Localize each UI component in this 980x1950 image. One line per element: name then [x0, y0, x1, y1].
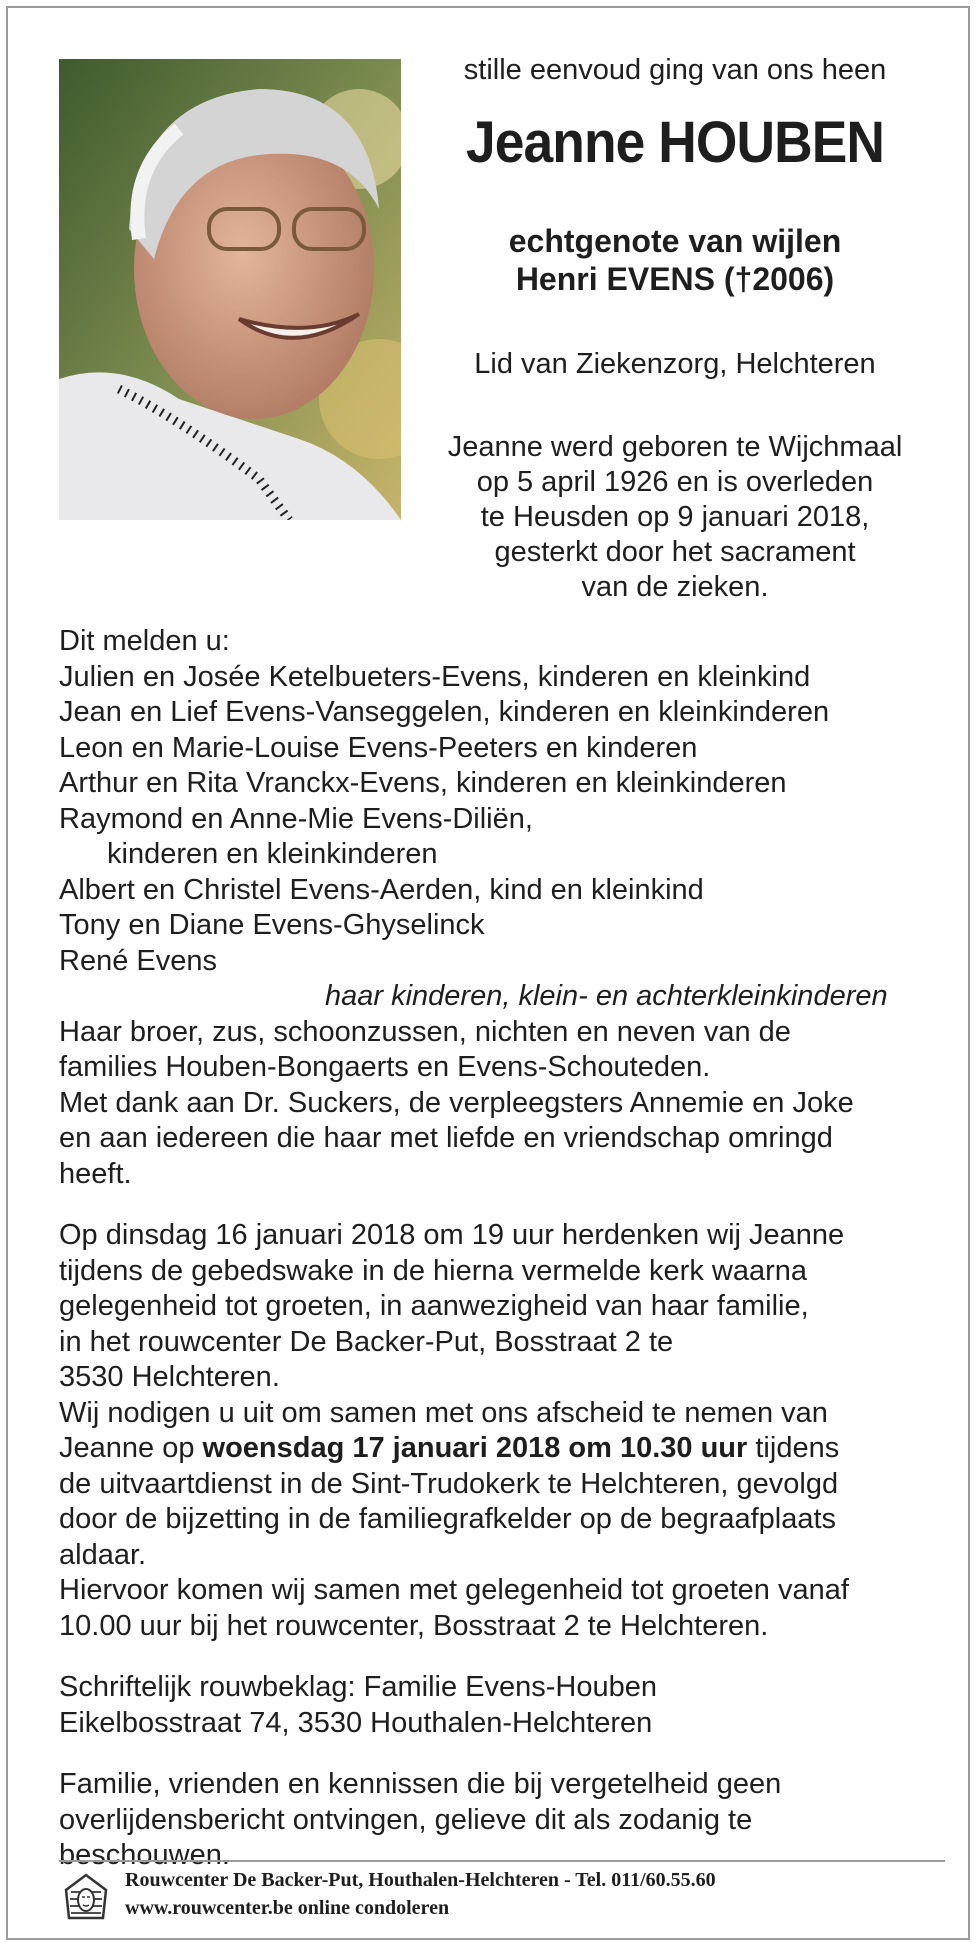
relatives-line: Haar broer, zus, schoonzussen, nichten en neven van de — [59, 1015, 791, 1048]
wake-line: Op dinsdag 16 januari 2018 om 19 uur herdenken wij Jeanne — [59, 1219, 845, 1251]
funeral-date-line — [59, 1431, 939, 1467]
funeral-home-contact: Rouwcenter De Backer-Put, Houthalen-Helchteren - Tel. 011/60.55.60 — [125, 1869, 716, 1891]
family-line: Albert en Christel Evens-Aerden, kind en kleinkind — [59, 873, 704, 906]
membership-text: Lid van Ziekenzorg, Helchteren — [474, 348, 876, 380]
wake-line: 3530 Helchteren. — [59, 1361, 280, 1393]
condolence-address: Eikelbosstraat 74, 3530 Houthalen-Helchteren — [59, 1706, 653, 1739]
birth-line: op 5 april 1926 en is overleden — [476, 466, 874, 498]
birth-line: van de zieken. — [581, 571, 769, 603]
family-line: kinderen en kleinkinderen — [107, 838, 438, 870]
pharaoh-logo-icon — [59, 1872, 113, 1924]
spouse-line-1: echtgenote van wijlen — [508, 223, 842, 259]
notice-header — [420, 52, 930, 605]
notice-body — [59, 624, 939, 1874]
gathering-line: 10.00 uur bij het rouwcenter, Bosstraat 2 te Helchteren. — [59, 1609, 769, 1642]
closing-line: beschouwen. — [59, 1839, 230, 1871]
funeral-home-footer — [59, 1860, 945, 1932]
funeral-post: tijdens — [747, 1432, 840, 1464]
funeral-pre: Jeanne op — [59, 1432, 203, 1464]
wake-line: in het rouwcenter De Backer-Put, Bosstraat 2 te — [59, 1325, 674, 1358]
portrait-photo — [59, 59, 401, 520]
birth-line: Jeanne werd geboren te Wijchmaal — [447, 431, 903, 463]
wake-line: tijdens de gebedswake in de hierna vermelde kerk waarna — [59, 1254, 807, 1287]
family-line: Raymond en Anne-Mie Evens-Diliën, — [59, 802, 533, 835]
birth-line: te Heusden op 9 januari 2018, — [480, 501, 870, 533]
spouse-line-2: Henri EVENS (†2006) — [515, 261, 835, 297]
thanks-line: Met dank aan Dr. Suckers, de verpleegsters Annemie en Joke — [59, 1086, 854, 1119]
wake-line: gelegenheid tot groeten, in aanwezigheid van haar familie, — [59, 1290, 809, 1322]
funeral-line: door de bijzetting in de familiegrafkelder op de begraafplaats — [59, 1503, 837, 1535]
gathering-line: Hiervoor komen wij samen met gelegenheid tot groeten vanaf — [59, 1574, 849, 1606]
funeral-line: Wij nodigen u uit om samen met ons afscheid te nemen van — [59, 1396, 828, 1429]
condolence-line: Schriftelijk rouwbeklag: Familie Evens-Houben — [59, 1671, 657, 1703]
birth-line: gesterkt door het sacrament — [494, 536, 856, 568]
intro-text: stille eenvoud ging van ons heen — [463, 54, 887, 86]
thanks-line: en aan iedereen die haar met liefde en vriendschap omringd — [59, 1122, 833, 1154]
family-line: Julien en Josée Ketelbueters-Evens, kinderen en kleinkind — [59, 660, 811, 693]
funeral-date: woensdag 17 januari 2018 om 10.30 uur — [202, 1432, 748, 1464]
family-line: Tony en Diane Evens-Ghyselinck — [59, 909, 485, 941]
announcement-heading: Dit melden u: — [59, 625, 230, 657]
relatives-line: families Houben-Bongaerts en Evens-Schouteden. — [59, 1051, 711, 1083]
family-line: Leon en Marie-Louise Evens-Peeters en kinderen — [59, 731, 698, 764]
funeral-home-website: www.rouwcenter.be online condoleren — [125, 1897, 450, 1919]
funeral-line: aldaar. — [59, 1538, 147, 1571]
family-summary: haar kinderen, klein- en achterkleinkinderen — [325, 980, 888, 1012]
closing-line: Familie, vrienden en kennissen die bij vergetelheid geen — [59, 1768, 782, 1800]
deceased-name: Jeanne HOUBEN — [466, 110, 884, 175]
family-line: René Evens — [59, 944, 217, 977]
birth-death-info — [420, 430, 930, 605]
funeral-line: de uitvaartdienst in de Sint-Trudokerk te Helchteren, gevolgd — [59, 1467, 839, 1500]
family-line: Jean en Lief Evens-Vanseggelen, kinderen en kleinkinderen — [59, 696, 830, 728]
family-line: Arthur en Rita Vranckx-Evens, kinderen en kleinkinderen — [59, 767, 787, 799]
closing-line: overlijdensbericht ontvingen, gelieve dit als zodanig te — [59, 1803, 753, 1836]
spouse-info — [420, 222, 930, 298]
thanks-line: heeft. — [59, 1157, 132, 1190]
